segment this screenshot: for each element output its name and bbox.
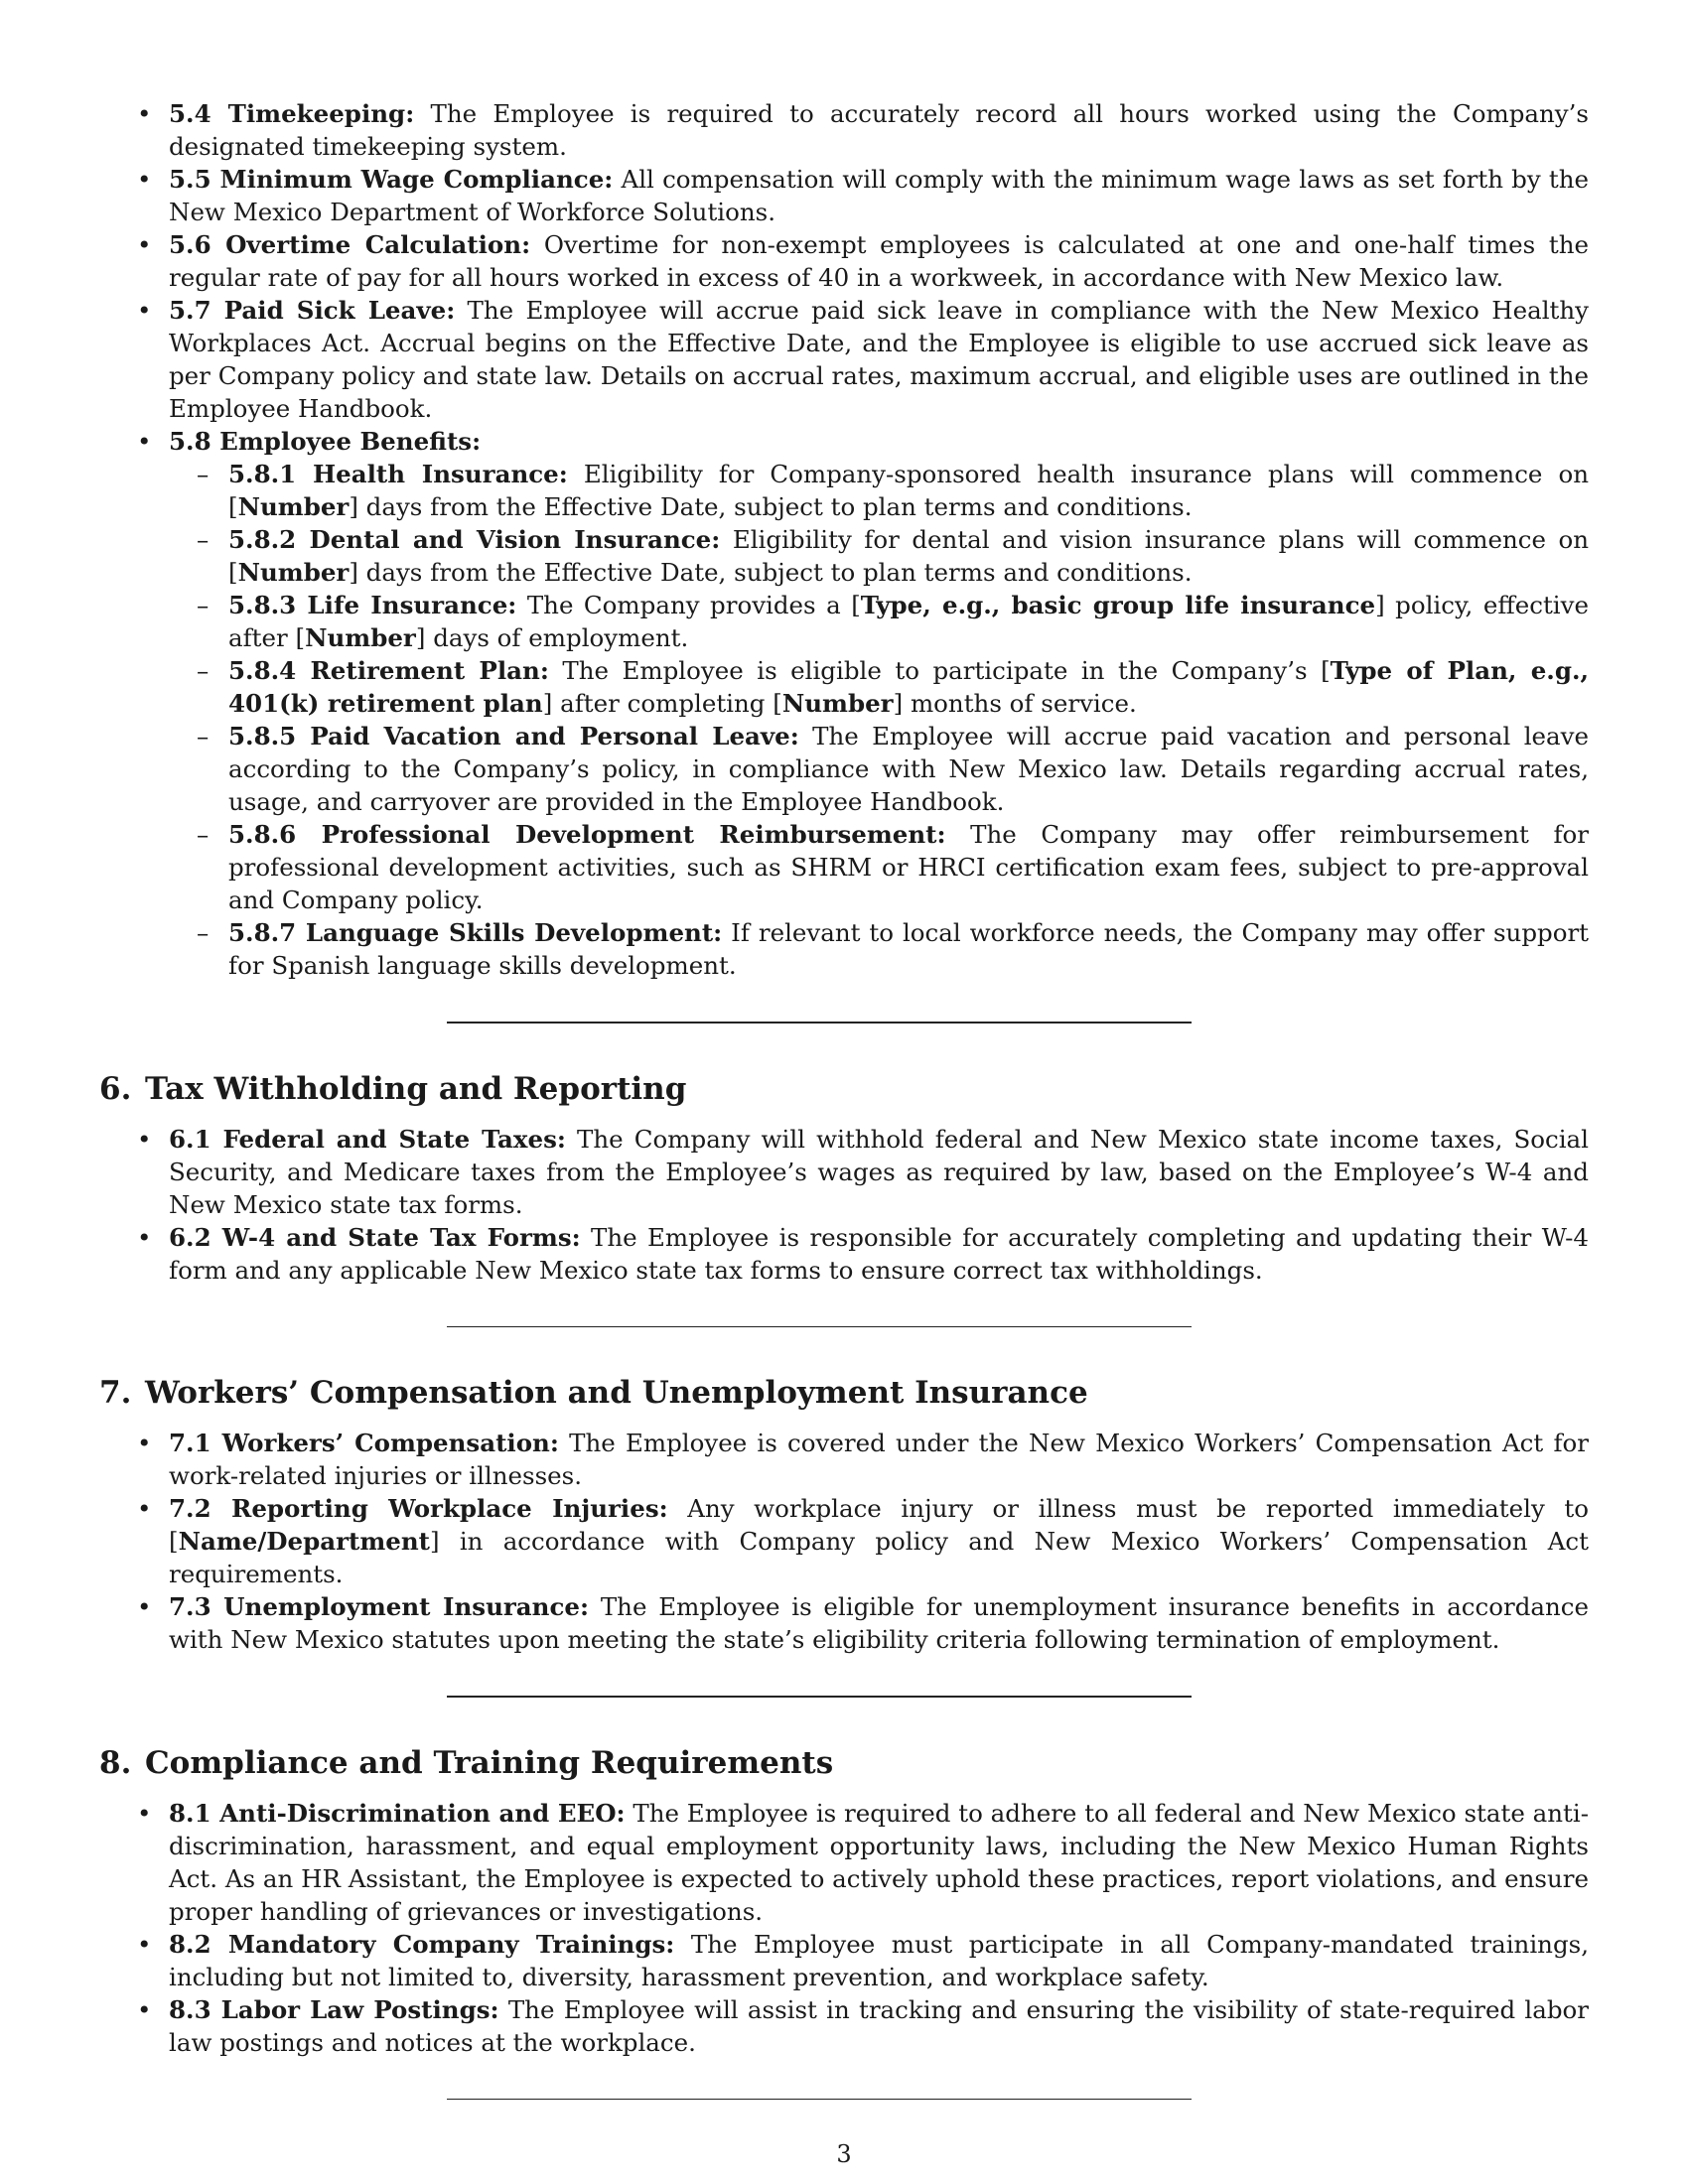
clause-8-3 (99, 1993, 1589, 2059)
clause-text: The Employee is required to adhere to all federal and New Mexico state anti-discrimination, harassment, and equal employment opportunity laws, including the New Mexico Human Rights Act. As an HR Assistant, the Employee is expected to actively uphold these practices, report violations, and ensure proper handling of grievances or investigations. (169, 1799, 1589, 1926)
clause-5-8 (99, 425, 1589, 982)
section-title: Compliance and Training Requirements (145, 1745, 834, 1781)
clause-text: Any workplace injury or illness must be reported immediately to [ (169, 1494, 1589, 1556)
section-divider (447, 1022, 1192, 1024)
clause-label: 5.8.2 Dental and Vision Insurance: (228, 525, 721, 554)
clause-label: 5.8 Employee Benefits: (169, 427, 482, 456)
clause-label: 5.8.1 Health Insurance: (228, 460, 568, 488)
section-title: Workers’ Compensation and Unemployment Insurance (145, 1375, 1088, 1411)
clause-label: 5.8.5 Paid Vacation and Personal Leave: (228, 722, 799, 751)
clause-text: The Employee is eligible for unemployment insurance benefits in accordance with New Mexico statutes upon meeting the state’s eligibility criteria following termination of employment. (169, 1592, 1589, 1654)
clause-7-2 (99, 1492, 1589, 1590)
clause-text: The Company will withhold federal and New Mexico state income taxes, Social Security, and Medicare taxes from the Employee’s wages as required by law, based on the Employee’s W-4 and New Mexico state tax forms. (169, 1125, 1590, 1219)
clause-label: 5.7 Paid Sick Leave: (169, 296, 456, 325)
clause-label: 7.2 Reporting Workplace Injuries: (169, 1494, 668, 1523)
clause-label: 5.8.3 Life Insurance: (228, 591, 517, 619)
clause-text: ] days of employment. (415, 623, 689, 652)
section-divider (447, 1326, 1192, 1327)
clause-6-2 (99, 1221, 1589, 1287)
clause-label: 5.8.6 Professional Development Reimbursement: (228, 820, 946, 849)
clause-label: 7.1 Workers’ Compensation: (169, 1429, 559, 1457)
clause-label: 7.3 Unemployment Insurance: (169, 1592, 590, 1621)
benefits-list (169, 458, 1589, 982)
section-divider (447, 1696, 1192, 1698)
clause-text: Eligibility for Company-sponsored health insurance plans will commence on [ (228, 460, 1589, 521)
section-6-list (99, 1123, 1589, 1287)
clause-text: Eligibility for dental and vision insurance plans will commence on [ (228, 525, 1590, 587)
clause-text: If relevant to local workforce needs, the Company may offer support for Spanish language skills development. (228, 918, 1589, 980)
clause-5-6 (99, 228, 1589, 294)
clause-label: 6.1 Federal and State Taxes: (169, 1125, 566, 1154)
clause-5-8-6 (169, 818, 1589, 916)
clause-5-4 (99, 97, 1589, 163)
document-content (99, 97, 1589, 2100)
clause-text: ] days from the Effective Date, subject to plan terms and conditions. (349, 492, 1193, 521)
clause-text: ] after completing [ (542, 689, 782, 718)
section-number: 8. (99, 1745, 132, 1781)
clause-text: The Company provides a [ (516, 591, 861, 619)
clause-text: ] days from the Effective Date, subject to plan terms and conditions. (349, 558, 1193, 587)
clause-5-8-3 (169, 589, 1589, 654)
placeholder-field: Number (305, 623, 416, 652)
clause-text: The Employee will accrue paid sick leave in compliance with the New Mexico Healthy Workplaces Act. Accrual begins on the Effective Date, and the Employee is eligible to use accrued sick leave as per Company policy and state law. Details on accrual rates, maximum accrual, and eligible uses are outlined in the Employee Handbook. (169, 296, 1589, 423)
section-8-heading (99, 1743, 1589, 1783)
clause-text: All compensation will comply with the minimum wage laws as set forth by the New Mexico Department of Workforce Solutions. (169, 165, 1589, 226)
clause-7-1 (99, 1427, 1589, 1492)
clause-text: The Employee is responsible for accurately completing and updating their W-4 form and any applicable New Mexico state tax forms to ensure correct tax withholdings. (169, 1223, 1589, 1285)
placeholder-field: Type of Plan, e.g., 401(k) retirement plan (228, 656, 1590, 718)
clause-text: The Employee is covered under the New Mexico Workers’ Compensation Act for work-related injuries or illnesses. (169, 1429, 1590, 1490)
section-7-list (99, 1427, 1589, 1656)
clause-5-8-1 (169, 458, 1589, 523)
placeholder-field: Type, e.g., basic group life insurance (860, 591, 1376, 619)
clause-5-8-2 (169, 523, 1589, 589)
section-divider (447, 2099, 1192, 2100)
placeholder-field: Number (237, 558, 350, 587)
clause-label: 8.3 Labor Law Postings: (169, 1995, 499, 2024)
clause-text: ] policy, effective after [ (228, 591, 1589, 652)
clause-text: Overtime for non-exempt employees is calculated at one and one-half times the regular rate of pay for all hours worked in excess of 40 in a workweek, in accordance with New Mexico law. (169, 230, 1590, 292)
clause-text: ] months of service. (893, 689, 1137, 718)
clause-6-1 (99, 1123, 1589, 1221)
clause-label: 8.1 Anti-Discrimination and EEO: (169, 1799, 626, 1828)
clause-label: 5.6 Overtime Calculation: (169, 230, 531, 259)
clause-text: The Employee will assist in tracking and ensuring the visibility of state-required labor law postings and notices at the workplace. (169, 1995, 1589, 2057)
clause-5-8-7 (169, 916, 1589, 982)
section-6-heading (99, 1069, 1589, 1109)
clause-label: 6.2 W-4 and State Tax Forms: (169, 1223, 581, 1252)
clause-text: The Employee is required to accurately record all hours worked using the Company’s designated timekeeping system. (169, 99, 1589, 161)
clause-label: 8.2 Mandatory Company Trainings: (169, 1930, 675, 1959)
clause-label: 5.8.7 Language Skills Development: (228, 918, 723, 947)
clause-text: The Employee is eligible to participate in the Company’s [ (548, 656, 1331, 685)
clause-5-7 (99, 294, 1589, 425)
placeholder-field: Number (781, 689, 894, 718)
clause-5-8-5 (169, 720, 1589, 818)
section-number: 7. (99, 1375, 132, 1411)
page-number: 3 (836, 2140, 852, 2168)
clause-8-1 (99, 1797, 1589, 1928)
clause-text: The Employee must participate in all Company-mandated trainings, including but not limited to, diversity, harassment prevention, and workplace safety. (169, 1930, 1589, 1991)
clause-label: 5.5 Minimum Wage Compliance: (169, 165, 614, 194)
clause-7-3 (99, 1590, 1589, 1656)
clause-5-8-4 (169, 654, 1589, 720)
placeholder-field: Number (237, 492, 350, 521)
clause-text: ] in accordance with Company policy and New Mexico Workers’ Compensation Act requirements. (169, 1527, 1589, 1588)
section-title: Tax Withholding and Reporting (145, 1071, 687, 1107)
clause-text: The Employee will accrue paid vacation and personal leave according to the Company’s policy, in compliance with New Mexico law. Details regarding accrual rates, usage, and carryover are provided in the Employee Handbook. (228, 722, 1589, 816)
clause-5-5 (99, 163, 1589, 228)
clause-label: 5.4 Timekeeping: (169, 99, 415, 128)
section-8-list (99, 1797, 1589, 2059)
section-7-heading (99, 1373, 1589, 1413)
section-number: 6. (99, 1071, 132, 1107)
clause-8-2 (99, 1928, 1589, 1993)
section-5-list (99, 97, 1589, 982)
clause-text: The Company may offer reimbursement for professional development activities, such as SHRM or HRCI certification exam fees, subject to pre-approval and Company policy. (228, 820, 1589, 914)
clause-label: 5.8.4 Retirement Plan: (228, 656, 549, 685)
placeholder-field: Name/Department (178, 1527, 430, 1556)
